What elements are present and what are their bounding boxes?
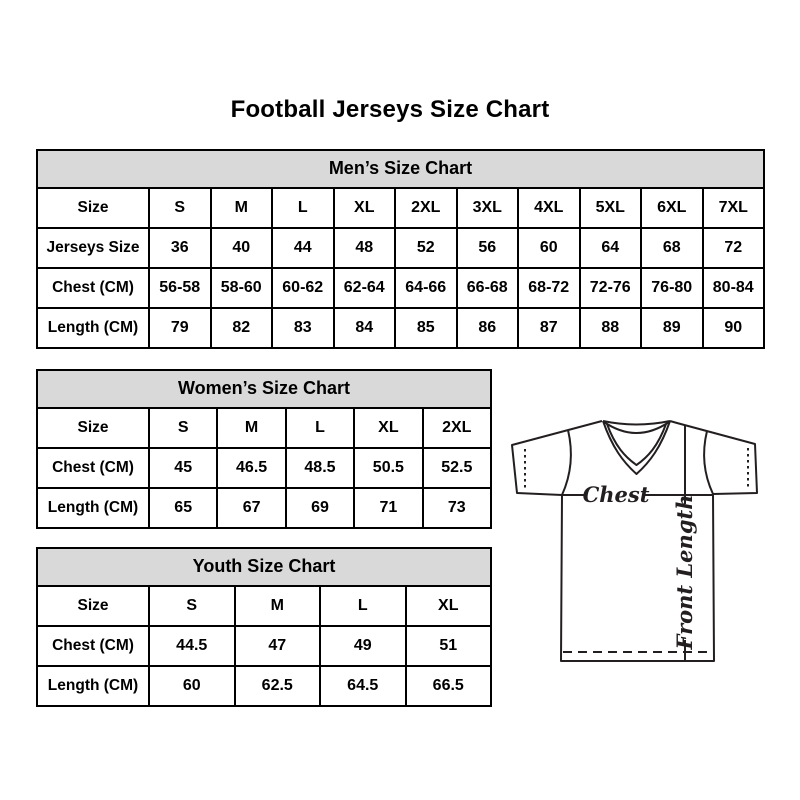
table-cell: 2XL: [395, 188, 457, 228]
table-cell: S: [149, 586, 235, 626]
row-label: Jerseys Size: [37, 228, 149, 268]
table-cell: M: [235, 586, 321, 626]
table-row: [37, 666, 491, 706]
table-cell: 49: [320, 626, 406, 666]
table-row: [37, 308, 764, 348]
table-cell: 6XL: [641, 188, 703, 228]
table-cell: 67: [217, 488, 285, 528]
table-cell: 89: [641, 308, 703, 348]
table-cell: 84: [334, 308, 396, 348]
row-label: Length (CM): [37, 666, 149, 706]
jersey-right-sleeve: [670, 421, 757, 494]
table-cell: 68-72: [518, 268, 580, 308]
row-label: Size: [37, 586, 149, 626]
row-label: Chest (CM): [37, 626, 149, 666]
table-cell: 2XL: [423, 408, 491, 448]
table-cell: 86: [457, 308, 519, 348]
table-cell: 83: [272, 308, 334, 348]
table-title-row: [37, 370, 491, 408]
row-label: Size: [37, 408, 149, 448]
table-cell: L: [320, 586, 406, 626]
jersey-left-armhole-seam: [562, 430, 571, 495]
table-cell: 69: [286, 488, 354, 528]
table-title: Women’s Size Chart: [37, 370, 491, 408]
table-cell: 88: [580, 308, 642, 348]
table-cell: 51: [406, 626, 492, 666]
table-cell: 73: [423, 488, 491, 528]
mens-size-chart-table: [36, 149, 765, 349]
table-cell: 76-80: [641, 268, 703, 308]
table-cell: 36: [149, 228, 211, 268]
table-cell: S: [149, 188, 211, 228]
table-row: [37, 228, 764, 268]
table-cell: 72-76: [580, 268, 642, 308]
table-title: Men’s Size Chart: [37, 150, 764, 188]
table-cell: 50.5: [354, 448, 422, 488]
jersey-collar-inner-v: [607, 424, 666, 465]
table-row: [37, 488, 491, 528]
table-row: [37, 448, 491, 488]
table-cell: 60: [149, 666, 235, 706]
table-cell: 62-64: [334, 268, 396, 308]
page-title: Football Jerseys Size Chart: [230, 96, 550, 123]
table-cell: 48.5: [286, 448, 354, 488]
table-cell: 60-62: [272, 268, 334, 308]
table-row: [37, 268, 764, 308]
table-row: [37, 188, 764, 228]
jersey-right-armhole-seam: [704, 431, 713, 494]
table-cell: M: [211, 188, 273, 228]
row-label: Size: [37, 188, 149, 228]
jersey-measurement-diagram: [495, 400, 785, 680]
table-cell: 66-68: [457, 268, 519, 308]
womens-size-chart-table: [36, 369, 492, 529]
table-row: [37, 586, 491, 626]
table-title: Youth Size Chart: [37, 548, 491, 586]
table-cell: 64-66: [395, 268, 457, 308]
table-cell: 48: [334, 228, 396, 268]
table-cell: 71: [354, 488, 422, 528]
table-cell: 85: [395, 308, 457, 348]
table-cell: XL: [334, 188, 396, 228]
chest-measure-label: Chest: [582, 482, 650, 507]
table-cell: 60: [518, 228, 580, 268]
table-cell: 56-58: [149, 268, 211, 308]
table-cell: 56: [457, 228, 519, 268]
youth-size-chart-table: [36, 547, 492, 707]
table-cell: 47: [235, 626, 321, 666]
table-cell: 64: [580, 228, 642, 268]
table-cell: 62.5: [235, 666, 321, 706]
table-cell: 46.5: [217, 448, 285, 488]
table-cell: 3XL: [457, 188, 519, 228]
table-cell: XL: [406, 586, 492, 626]
table-cell: M: [217, 408, 285, 448]
jersey-collar-top: [603, 421, 670, 425]
table-cell: S: [149, 408, 217, 448]
table-cell: 5XL: [580, 188, 642, 228]
table-cell: 44.5: [149, 626, 235, 666]
table-cell: 68: [641, 228, 703, 268]
table-row: [37, 626, 491, 666]
table-cell: 7XL: [703, 188, 765, 228]
front-length-measure-label: Front Length: [672, 494, 697, 650]
table-cell: 72: [703, 228, 765, 268]
table-cell: 4XL: [518, 188, 580, 228]
table-cell: 82: [211, 308, 273, 348]
table-cell: 87: [518, 308, 580, 348]
table-cell: 44: [272, 228, 334, 268]
table-cell: 45: [149, 448, 217, 488]
table-cell: 66.5: [406, 666, 492, 706]
table-cell: 64.5: [320, 666, 406, 706]
table-cell: 79: [149, 308, 211, 348]
table-cell: 90: [703, 308, 765, 348]
table-cell: 58-60: [211, 268, 273, 308]
row-label: Chest (CM): [37, 268, 149, 308]
table-cell: 52.5: [423, 448, 491, 488]
table-cell: L: [286, 408, 354, 448]
table-title-row: [37, 548, 491, 586]
row-label: Chest (CM): [37, 448, 149, 488]
row-label: Length (CM): [37, 488, 149, 528]
table-cell: 65: [149, 488, 217, 528]
table-cell: L: [272, 188, 334, 228]
table-cell: XL: [354, 408, 422, 448]
jersey-collar-outer-v: [603, 421, 670, 474]
table-cell: 52: [395, 228, 457, 268]
table-cell: 80-84: [703, 268, 765, 308]
row-label: Length (CM): [37, 308, 149, 348]
table-cell: 40: [211, 228, 273, 268]
table-title-row: [37, 150, 764, 188]
table-row: [37, 408, 491, 448]
